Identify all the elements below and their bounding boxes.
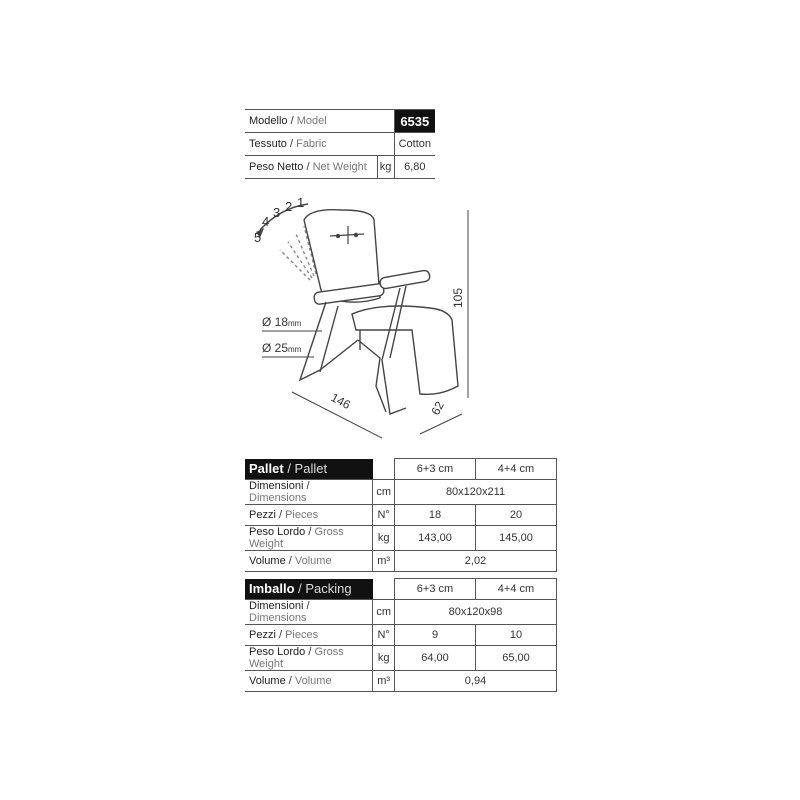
packing-volume-value: 0,94 — [395, 671, 557, 692]
pallet-col-b: 4+4 cm — [476, 459, 557, 480]
spec-row-fabric — [245, 133, 435, 156]
pallet-table — [245, 458, 557, 572]
packing-header-row — [245, 579, 557, 600]
packing-title: Imballo / Packing — [245, 579, 373, 600]
pallet-row-pieces: Pezzi / Pieces N° 18 20 — [245, 505, 557, 526]
packing-row-gross-weight: Peso Lordo / Gross Weight kg 64,00 65,00 — [245, 646, 557, 671]
length-value: 146 — [328, 390, 353, 413]
pallet-title: Pallet / Pallet — [245, 459, 373, 480]
position-4: 4 — [262, 214, 270, 229]
position-5: 5 — [254, 230, 262, 245]
spec-row-weight — [245, 156, 435, 179]
spec-table — [245, 109, 435, 179]
chair-drawing — [230, 190, 490, 450]
packing-col-b: 4+4 cm — [476, 579, 557, 600]
pallet-volume-value: 2,02 — [395, 551, 557, 572]
tube-25-label: Ø 25mm — [262, 341, 302, 355]
packing-row-volume: Volume / Volume m³ 0,94 — [245, 671, 557, 692]
weight-unit: kg — [377, 156, 394, 179]
width-value: 62 — [428, 399, 447, 418]
pallet-col-a: 6+3 cm — [395, 459, 476, 480]
seat-cushion — [352, 306, 458, 394]
pallet-row-gross-weight: Peso Lordo / Gross Weight kg 143,00 145,00 — [245, 526, 557, 551]
fabric-value: Cotton — [394, 133, 435, 156]
pallet-row-volume: Volume / Volume m³ 2,02 — [245, 551, 557, 572]
position-2: 2 — [285, 199, 293, 214]
packing-row-pieces: Pezzi / Pieces N° 9 10 — [245, 625, 557, 646]
weight-value: 6,80 — [394, 156, 435, 179]
packing-row-dimensions: Dimensioni / Dimensions cm 80x120x98 — [245, 600, 557, 625]
spec-label-fabric: Tessuto / Fabric — [245, 133, 394, 156]
width-dimension-line — [420, 414, 462, 434]
pallet-header-row — [245, 459, 557, 480]
packing-dimensions-value: 80x120x98 — [395, 600, 557, 625]
position-3: 3 — [273, 205, 281, 220]
position-1: 1 — [297, 195, 305, 210]
height-value: 105 — [451, 287, 465, 308]
armrest-right — [379, 270, 430, 290]
pallet-dimensions-value: 80x120x211 — [395, 480, 557, 505]
packing-col-a: 6+3 cm — [395, 579, 476, 600]
spec-label-weight: Peso Netto / Net Weight — [245, 156, 377, 179]
pallet-row-dimensions: Dimensioni / Dimensions cm 80x120x211 — [245, 480, 557, 505]
model-number: 6535 — [394, 110, 435, 133]
spec-label-model: Modello / Model — [245, 110, 394, 133]
packing-table — [245, 578, 557, 692]
tube-18-label: Ø 18mm — [262, 315, 302, 329]
spec-row-model — [245, 110, 435, 133]
